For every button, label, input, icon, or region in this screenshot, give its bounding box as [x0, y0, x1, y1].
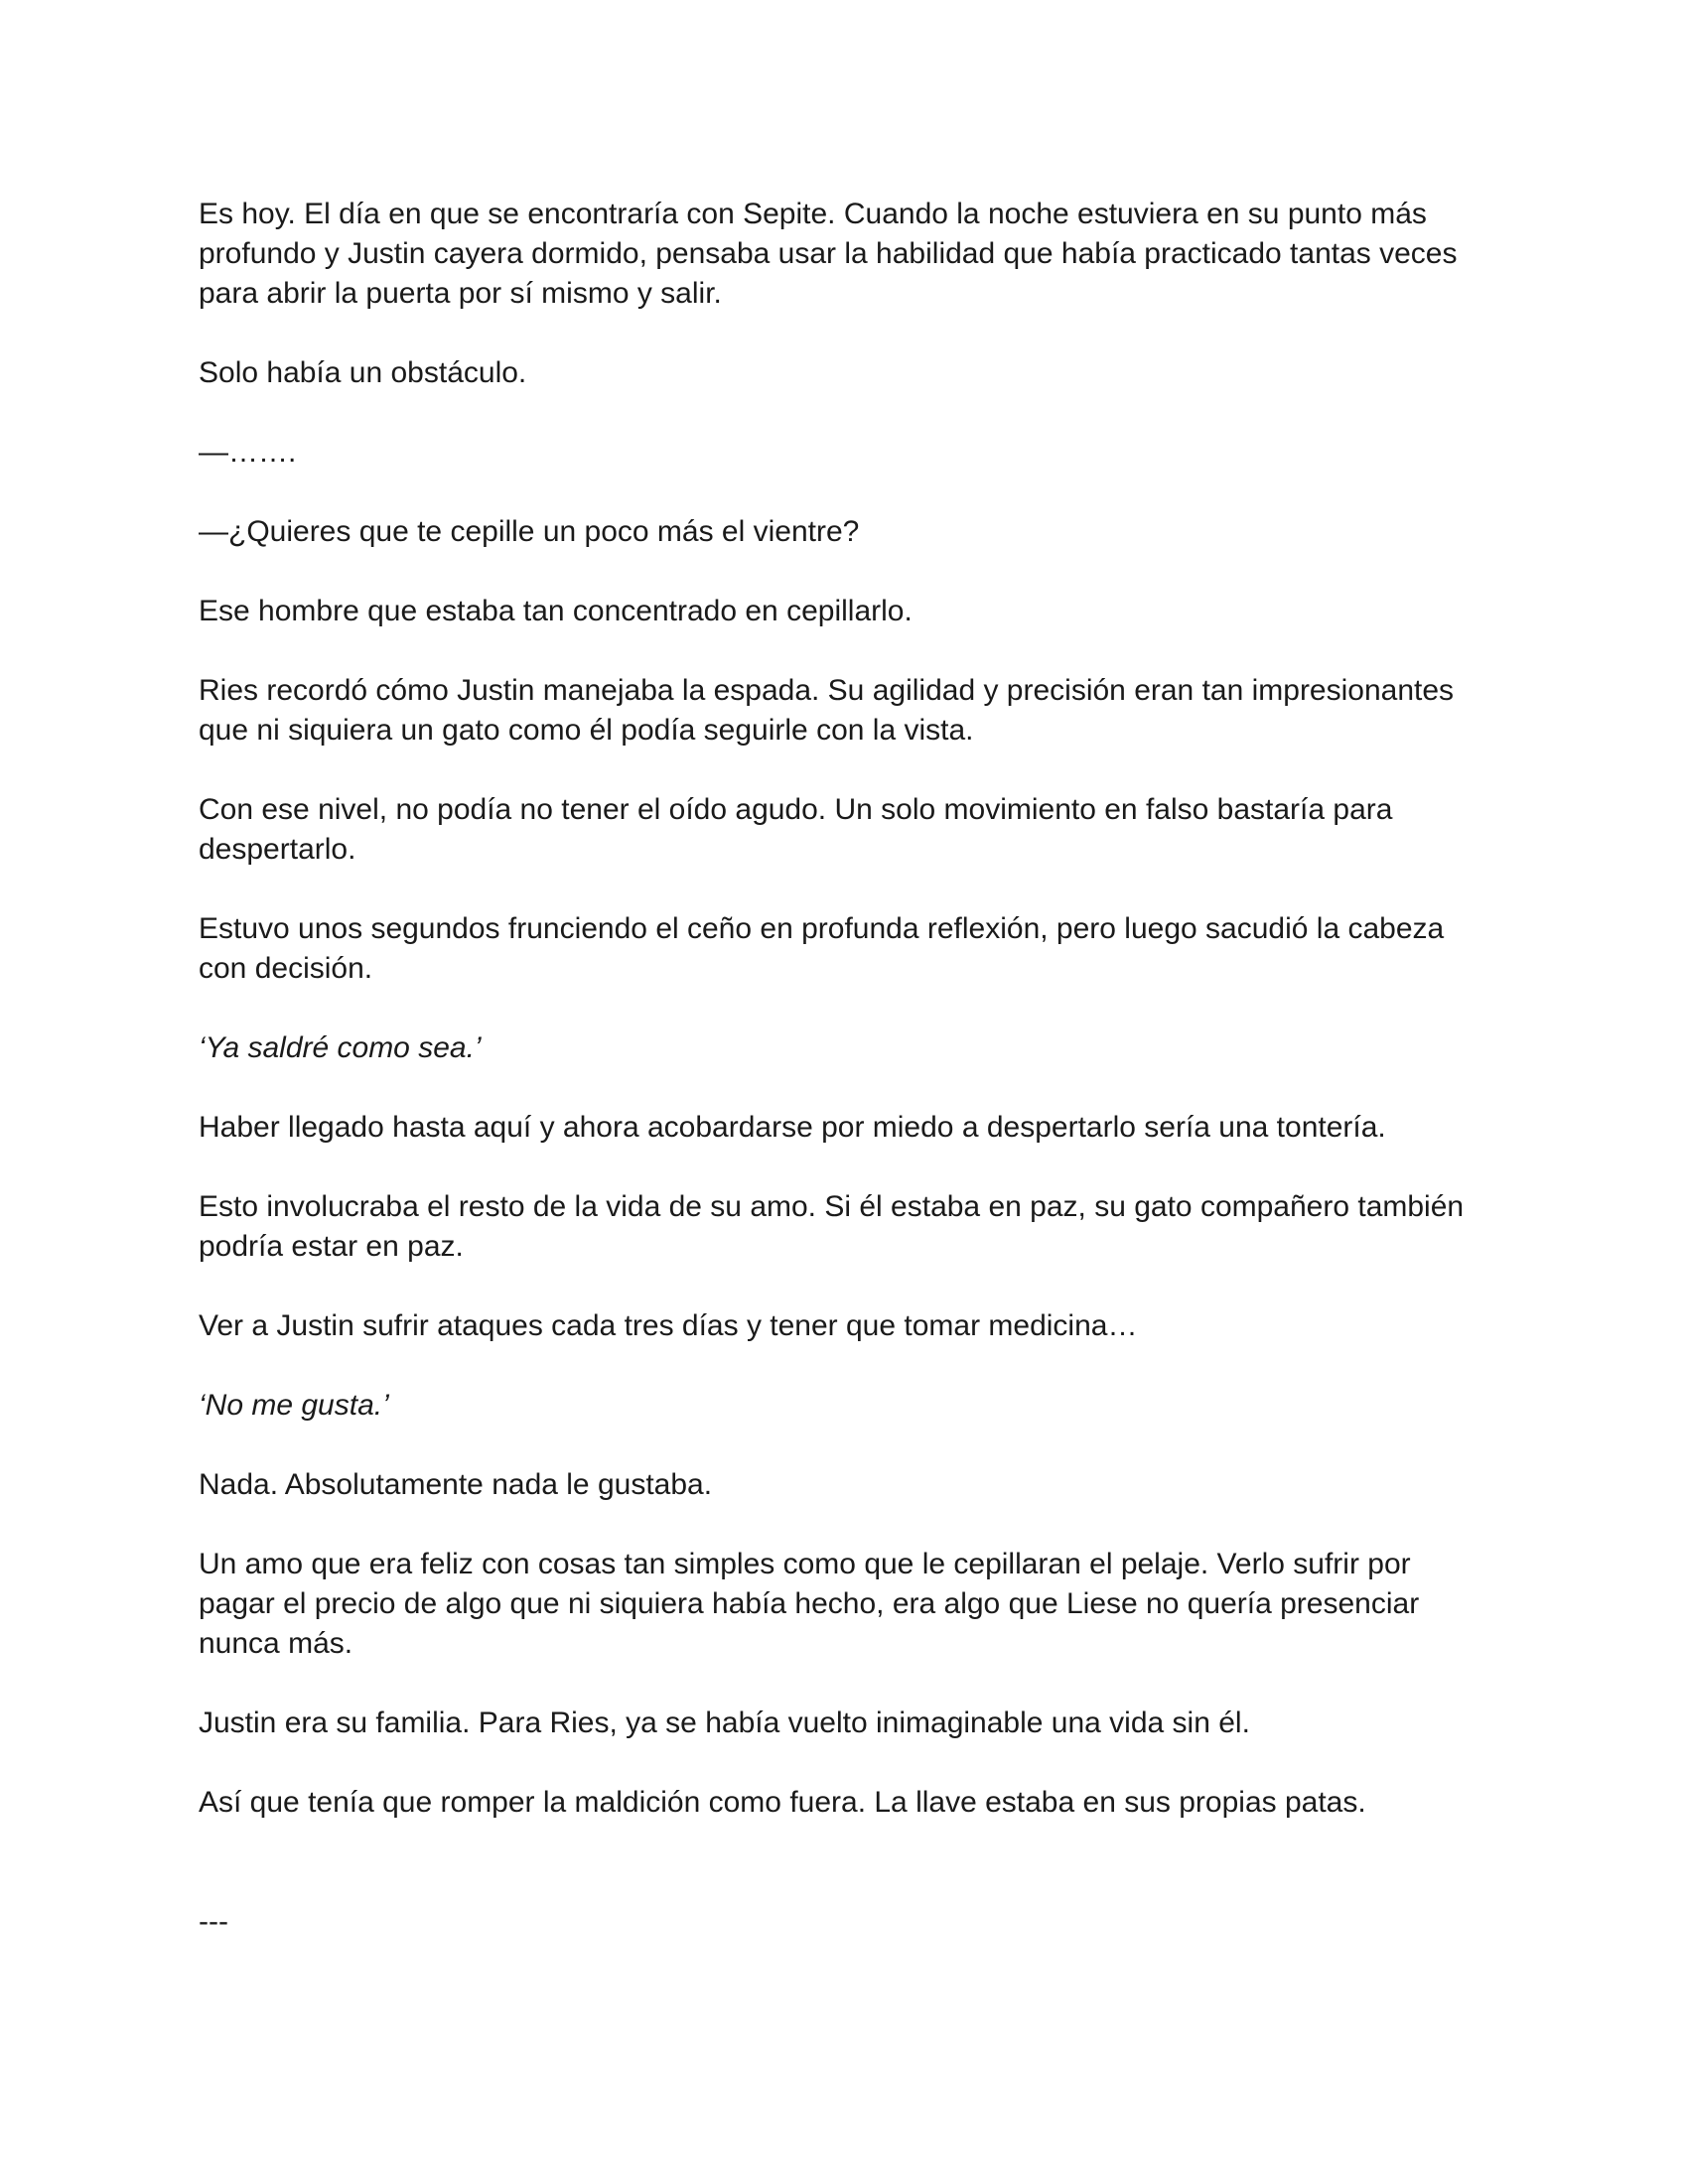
paragraph: Un amo que era feliz con cosas tan simples como que le cepillaran el pelaje. Verlo sufrir por pagar el precio de algo que ni siquiera había hecho, era algo que Liese no quería presenciar nunca más. — [199, 1548, 1420, 1660]
paragraph: Es hoy. El día en que se encontraría con Sepite. Cuando la noche estuviera en su punto más profundo y Justin cayera dormido, pensaba usar la habilidad que había practicado tantas veces para abrir la puerta por sí mismo y salir. — [199, 198, 1458, 310]
paragraph: Ver a Justin sufrir ataques cada tres días y tener que tomar medicina… — [199, 1309, 1138, 1342]
inner-thought: ‘No me gusta.’ — [199, 1389, 389, 1422]
paragraph: Esto involucraba el resto de la vida de su amo. Si él estaba en paz, su gato compañero también podría estar en paz. — [199, 1190, 1465, 1263]
inner-thought: ‘Ya saldré como sea.’ — [199, 1031, 482, 1064]
paragraph: Nada. Absolutamente nada le gustaba. — [199, 1468, 713, 1501]
document-page — [199, 195, 1489, 1981]
paragraph: Estuvo unos segundos frunciendo el ceño en profunda reflexión, pero luego sacudió la cabeza con decisión. — [199, 912, 1445, 985]
paragraph: Con ese nivel, no podía no tener el oído agudo. Un solo movimiento en falso bastaría para despertarlo. — [199, 793, 1393, 866]
paragraph: Solo había un obstáculo. — [199, 356, 527, 389]
paragraph: Justin era su familia. Para Ries, ya se había vuelto inimaginable una vida sin él. — [199, 1706, 1250, 1739]
paragraph: Ese hombre que estaba tan concentrado en cepillarlo. — [199, 595, 913, 627]
dialogue-line: —……. — [199, 436, 297, 469]
paragraph: Así que tenía que romper la maldición como fuera. La llave estaba en sus propias patas. — [199, 1786, 1366, 1819]
paragraph: Ries recordó cómo Justin manejaba la espada. Su agilidad y precisión eran tan impresionantes que ni siquiera un gato como él podía seguirle con la vista. — [199, 674, 1455, 747]
section-separator: --- — [199, 1905, 228, 1938]
paragraph: Haber llegado hasta aquí y ahora acobardarse por miedo a despertarlo sería una tontería. — [199, 1111, 1386, 1144]
dialogue-line: —¿Quieres que te cepille un poco más el vientre? — [199, 515, 860, 548]
